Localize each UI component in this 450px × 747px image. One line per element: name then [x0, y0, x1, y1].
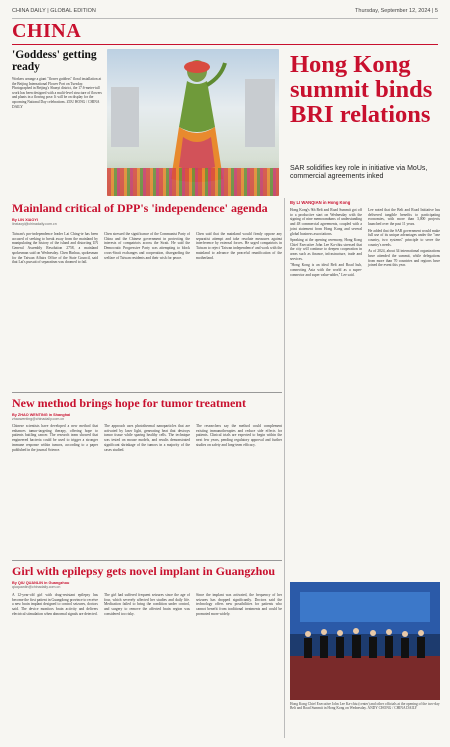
- taiwan-byline: By LIN XIAOYI: [12, 218, 38, 222]
- taiwan-col-2: [104, 232, 190, 267]
- taiwan-story: [12, 202, 282, 226]
- tumor-col-3: [196, 424, 282, 454]
- epilepsy-col-2: [104, 593, 190, 618]
- tumor-story: [12, 397, 282, 421]
- tumor-paragraph: Chinese scientists have developed a new method that enhances tumor-targeting therapy, offering hope to patients battling cancer. The research team showed that engineered bacteria could be used to trigger a stronger immune response within tumors, according to a paper published in the journal Science.: [12, 424, 98, 452]
- hk-photo-caption: Hong Kong Chief Executive John Lee Ka-chiu (center) and other officials at the opening of the two-day Belt and Road Summit in Hong Kong on Wednesday. ANDY CHONG / CHINA DAILY: [290, 702, 440, 711]
- epilepsy-story: [12, 565, 282, 589]
- hk-paragraph: "Hong Kong is an ideal Belt and Road hub, connecting Asia with the world as a super-connector and super value-adder," Lee said.: [290, 263, 362, 277]
- flower-goddess-photo: [107, 49, 279, 196]
- taiwan-col-3: [196, 232, 282, 267]
- taiwan-paragraph: Taiwan's pro-independence leader Lai Ching-te has been accused of seeking to break away from the mainland by manipulating the history of the island and distorting UN General Assembly Resolution 2758, a mainland spokesman said on Wednesday. Chen Binhua, spokesman for the Taiwan Affairs Office of the State Council, said that Lai's pursuit of separatism was doomed to fail.: [12, 232, 98, 265]
- summit-stage-icon: [290, 582, 440, 700]
- tumor-headline[interactable]: New method brings hope for tumor treatment: [12, 396, 246, 410]
- masthead-left: CHINA DAILY | GLOBAL EDITION: [12, 8, 96, 14]
- taiwan-paragraph: Chen stressed the significance of the Communist Party of China and the Chinese government in protecting the interests of compatriots across the Strait. He said the Democratic Progressive Party was attempting to block cross-Strait exchanges and cooperation, disregarding the welfare of Taiwan residents and their wish for peace.: [104, 232, 190, 260]
- epilepsy-col-1: [12, 593, 98, 618]
- section-divider: [12, 44, 438, 45]
- masthead: [12, 8, 438, 19]
- masthead-right: Thursday, September 12, 2024 | 5: [355, 8, 438, 14]
- taiwan-col-1: [12, 232, 98, 267]
- epilepsy-paragraph: The girl had suffered frequent seizures since the age of four, which severely affected her studies and daily life. Medication failed to bring the condition under control, and surgery to remove the affected brain region was considered too risky.: [104, 593, 190, 616]
- goddess-feature: [12, 49, 102, 109]
- tumor-email[interactable]: zhaowenting@chinadaily.com.cn: [12, 417, 65, 421]
- story-divider: [12, 392, 282, 393]
- hk-summit-photo: [290, 582, 440, 700]
- building-right: [245, 79, 275, 147]
- taiwan-email[interactable]: linxiaoyi@chinadaily.com.cn: [12, 222, 57, 226]
- hk-headline[interactable]: Hong Kong summit binds BRI relations: [290, 51, 433, 128]
- tumor-columns: [12, 424, 282, 454]
- hk-paragraph: He added that the SAR government would make full use of its unique advantages under the "one country, two systems" principle to serve the country's needs.: [368, 228, 440, 247]
- hk-paragraph: Lee noted that the Belt and Road Initiative has delivered tangible benefits to participating economies, with more than 3,000 projects launched over the past 11 years.: [368, 208, 440, 227]
- story-divider: [12, 560, 282, 561]
- tumor-col-1: [12, 424, 98, 454]
- tumor-paragraph: The approach uses photothermal nanoparticles that are activated by laser light, generating heat that destroys tumor tissue while sparing healthy cells. The technique was tested on mouse models, and results demonstrated significant shrinkage of the tumors in a majority of the cases studied.: [104, 424, 190, 452]
- hk-paragraph: Hong Kong's 9th Belt and Road Summit got off to a productive start on Wednesday with the signing of nine memorandums of understanding and 48 commercial agreements, coupled with a joint statement from Hong Kong and several global business associations.: [290, 208, 362, 236]
- tumor-col-2: [104, 424, 190, 454]
- hk-subhead: SAR solidifies key role in initiative via MoUs, commercial agreements inked: [290, 165, 428, 181]
- epilepsy-paragraph: A 12-year-old girl with drug-resistant epilepsy has become the first patient in Guangdong province to receive a new brain implant designed to control seizures, doctors said. The device monitors brain activity and delivers electrical stimulation when abnormal signals are detected.: [12, 593, 98, 616]
- taiwan-columns: [12, 232, 282, 267]
- column-divider: [284, 198, 285, 738]
- hk-byline: By LI WANQIAN in Hong Kong: [290, 200, 351, 205]
- epilepsy-paragraph: Since the implant was activated, the frequency of her seizures has dropped significantly. Doctors said the technology offers new possibilities for patients who cannot benefit from traditional treatments and could be promoted more widely.: [196, 593, 282, 616]
- taiwan-headline[interactable]: Mainland critical of DPP's 'independence' agenda: [12, 201, 268, 215]
- hk-paragraph: Speaking at the opening ceremony, Hong Kong Chief Executive John Lee Ka-chiu stressed that the city will continue to deepen cooperation in areas such as finance, infrastructure, trade and services.: [290, 238, 362, 261]
- tumor-byline: By ZHAO WENTING in Shanghai: [12, 413, 71, 417]
- building-left: [111, 87, 139, 147]
- hk-paragraph: As of 2024, about 34 international organizations have attended the summit, while delegations from more than 70 countries and regions have joined the event this year.: [368, 249, 440, 268]
- tumor-paragraph: The researchers say the method could complement existing immunotherapies and reduce side effects for patients. Clinical trials are expected to begin within the next few years, pending regulatory approval and further studies on safety and long-term efficacy.: [196, 424, 282, 447]
- flower-goddess-icon: [165, 57, 229, 185]
- epilepsy-headline[interactable]: Girl with epilepsy gets novel implant in Guangzhou: [12, 564, 276, 578]
- feature-caption: Workers arrange a giant "flower goddess" floral installation at the Beijing International Flower Port on Tuesday. Photographed in Beijing's Shunyi district, the 17.6-meter-tall work has been designed with a multi-level structure of flowers and plants in a flowing pose. It will be on display for the upcoming National Day celebrations. ZOU HONG / CHINA DAILY: [12, 77, 102, 109]
- hk-column-1: [290, 208, 362, 279]
- epilepsy-columns: [12, 593, 282, 618]
- epilepsy-email[interactable]: qiuquanlin@chinadaily.com.cn: [12, 585, 61, 589]
- taiwan-paragraph: Chen said that the mainland would firmly oppose any separatist attempt and take resolute measures against interference by external forces. He urged compatriots in Taiwan to reject 'Taiwan independence' and work with the mainland to advance the peaceful reunification of the motherland.: [196, 232, 282, 260]
- hk-column-2: [368, 208, 440, 270]
- section-title: CHINA: [12, 20, 82, 42]
- feature-headline[interactable]: 'Goddess' getting ready: [12, 49, 97, 73]
- epilepsy-col-3: [196, 593, 282, 618]
- hk-headline-block: [290, 52, 440, 127]
- flower-bed: [107, 168, 279, 196]
- epilepsy-byline: By QIU QUANLIN in Guangzhou: [12, 581, 70, 585]
